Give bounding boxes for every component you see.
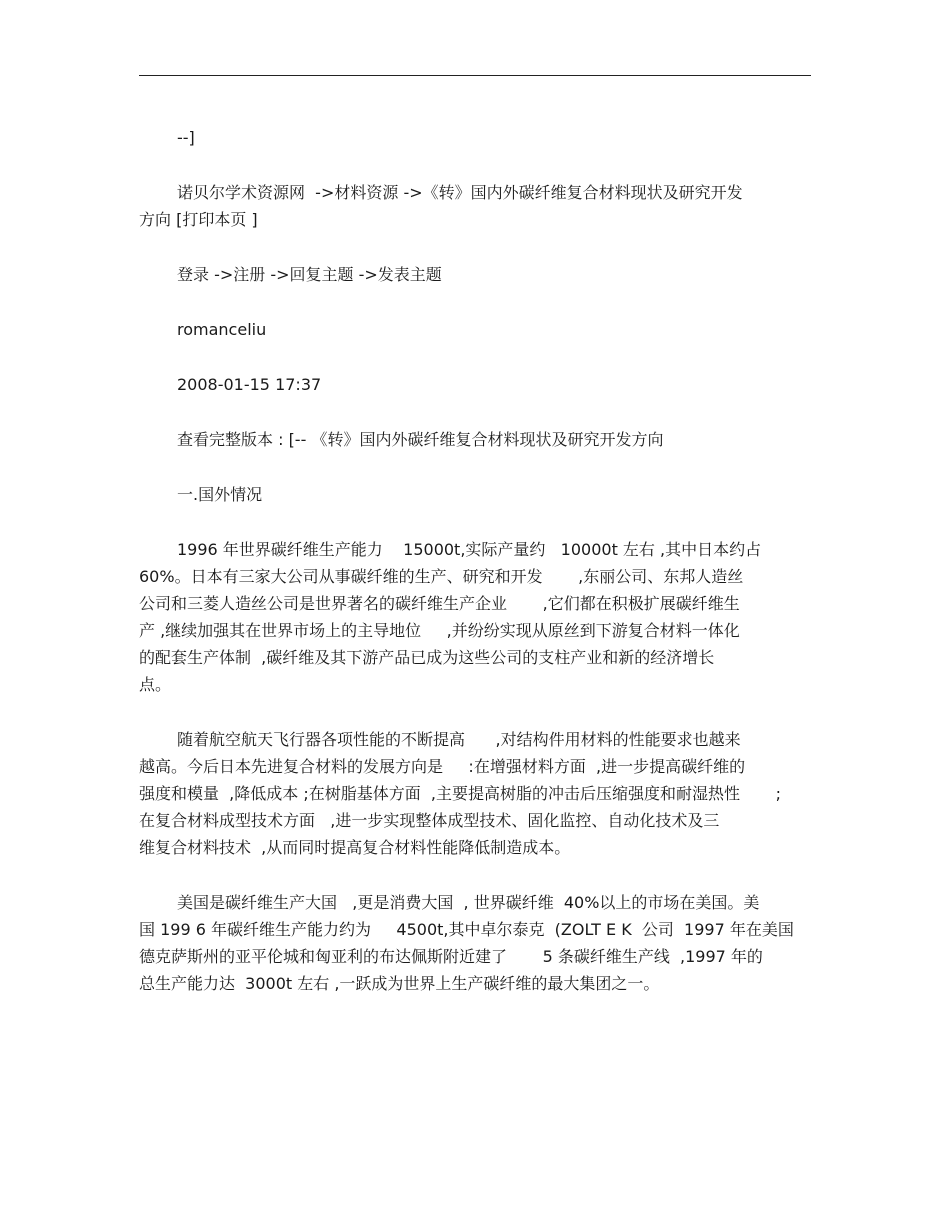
paragraph-japan-direction <box>139 726 811 861</box>
paragraph-line: 国 199 6 年碳纤维生产能力约为 4500t,其中卓尔泰克 (ZOLT E K 公司 1997 年在美国 <box>139 920 794 939</box>
paragraph-line: 产 ,继续加强其在世界市场上的主导地位 ,并纷纷实现从原丝到下游复合材料一体化 <box>139 621 740 640</box>
paragraph-line: 的配套生产体制 ,碳纤维及其下游产品已成为这些公司的支柱产业和新的经济增长 <box>139 648 715 667</box>
paragraph-line: 在复合材料成型技术方面 ,进一步实现整体成型技术、固化监控、自动化技术及三 <box>139 811 720 830</box>
paragraph-line: 越高。今后日本先进复合材料的发展方向是 :在增强材料方面 ,进一步提高碳纤维的 <box>139 757 746 776</box>
header-rule <box>139 75 811 76</box>
paragraph-line: 维复合材料技术 ,从而同时提高复合材料性能降低制造成本。 <box>139 838 571 857</box>
paragraph-line: 随着航空航天飞行器各项性能的不断提高 ,对结构件用材料的性能要求也越来 <box>177 730 741 749</box>
paragraph-usa <box>139 889 811 997</box>
paragraph-line: 60%。日本有三家大公司从事碳纤维的生产、研究和开发 ,东丽公司、东邦人造丝 <box>139 567 744 586</box>
paragraph-line: 点。 <box>139 675 172 694</box>
nav-links: 登录 ->注册 ->回复主题 ->发表主题 <box>177 265 442 284</box>
paragraph-japan <box>139 536 811 698</box>
paragraph-line: 公司和三菱人造丝公司是世界著名的碳纤维生产企业 ,它们都在积极扩展碳纤维生 <box>139 594 740 613</box>
paragraph-line: 总生产能力达 3000t 左右 ,一跃成为世界上生产碳纤维的最大集团之一。 <box>139 974 660 993</box>
section-heading: 一.国外情况 <box>177 485 263 504</box>
breadcrumb-line-2: 方向 [打印本页 ] <box>139 210 258 229</box>
breadcrumb-line-1: 诺贝尔学术资源网 ->材料资源 ->《转》国内外碳纤维复合材料现状及研究开发 <box>177 183 743 202</box>
document-body <box>139 124 811 1025</box>
paragraph-line: 1996 年世界碳纤维生产能力 15000t,实际产量约 10000t 左右 ,其中日本约占 <box>177 540 762 559</box>
breadcrumb <box>139 179 811 233</box>
full-version-link: 查看完整版本 : [-- 《转》国内外碳纤维复合材料现状及研究开发方向 <box>177 430 664 449</box>
post-timestamp: 2008-01-15 17:37 <box>177 375 322 394</box>
paragraph-line: 美国是碳纤维生产大国 ,更是消费大国 , 世界碳纤维 40%以上的市场在美国。美 <box>177 893 760 912</box>
author-name: romanceliu <box>177 320 267 339</box>
dashes-line: --] <box>177 128 195 147</box>
paragraph-line: 德克萨斯州的亚平伦城和匈亚利的布达佩斯附近建了 5 条碳纤维生产线 ,1997 年的 <box>139 947 763 966</box>
paragraph-line: 强度和模量 ,降低成本 ;在树脂基体方面 ,主要提高树脂的冲击后压缩强度和耐湿热性 ; <box>139 784 781 803</box>
